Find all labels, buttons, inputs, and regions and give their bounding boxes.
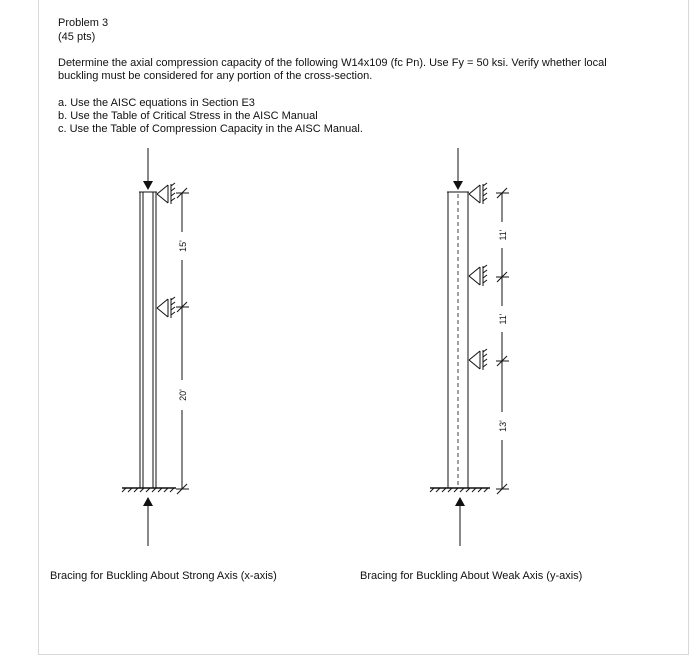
column-weak [447,192,469,488]
brace-support-weak-mid1 [469,265,487,286]
brace-support-weak-top [469,183,487,204]
part-a: a. Use the AISC equations in Section E3 [58,97,255,109]
part-b: b. Use the Table of Critical Stress in the AISC Manual [58,110,318,122]
dim-label-11ft-top: 11' [498,229,508,241]
base-support-strong [122,488,176,492]
weak-axis-diagram [430,148,509,546]
brace-support-mid [157,297,175,318]
top-load-arrow [143,148,153,190]
bottom-reaction-arrow-weak [455,497,465,546]
dimension-line-strong [176,188,189,494]
dim-label-13ft: 13' [498,420,508,432]
brace-support-weak-mid2 [469,349,487,370]
top-load-arrow-weak [453,148,463,190]
caption-weak-axis: Bracing for Buckling About Weak Axis (y-axis) [360,570,583,582]
base-support-weak [430,488,490,492]
column-strong [139,192,157,488]
bottom-reaction-arrow [143,497,153,546]
problem-points: (45 pts) [58,31,96,43]
problem-title: Problem 3 [58,17,109,29]
brace-support-top [157,183,175,204]
part-c: c. Use the Table of Compression Capacity in the AISC Manual. [58,123,363,135]
dim-label-20ft: 20' [178,389,188,401]
problem-statement-line-2: buckling must be considered for any portion of the cross-section. [58,70,373,82]
dim-label-11ft-mid: 11' [498,313,508,325]
strong-axis-diagram [122,148,189,546]
dim-label-15ft: 15' [178,240,188,252]
problem-statement-line-1: Determine the axial compression capacity of the following W14x109 (fc Pn). Use Fy = 50 ksi. Verify whether local [58,57,607,69]
caption-strong-axis: Bracing for Buckling About Strong Axis (x-axis) [50,570,277,582]
